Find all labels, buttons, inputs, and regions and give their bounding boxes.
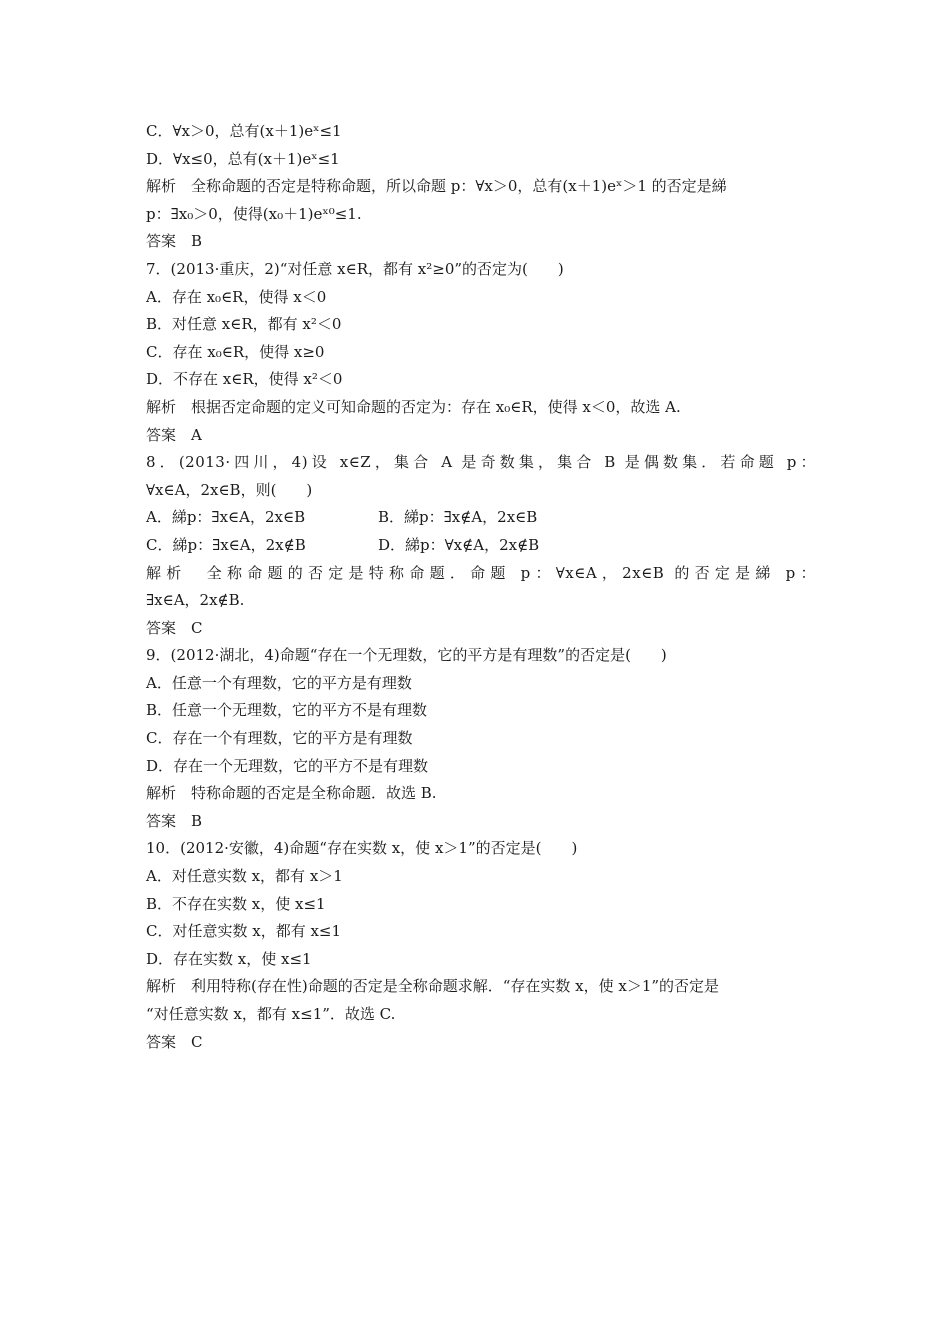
- q8-options-row-1: [146, 504, 816, 532]
- q7-option-c: C．存在 x₀∈R，使得 x≥0: [146, 342, 325, 361]
- q8-stem-line-2: ∀x∈A，2x∈B，则( ): [146, 480, 313, 499]
- q9-stem: 9．(2012·湖北，4)命题“存在一个无理数，它的平方是有理数”的否定是( ): [146, 646, 667, 665]
- q9-answer: 答案 B: [146, 811, 203, 830]
- q8-options-row-2: [146, 532, 816, 560]
- q10-analysis-line-1: 解析 利用特称(存在性)命题的否定是全称命题求解．“存在实数 x，使 x＞1”的否定是: [146, 977, 720, 996]
- q7-answer: 答案 A: [146, 425, 202, 444]
- q7-stem: 7．(2013·重庆，2)“对任意 x∈R，都有 x²≥0”的否定为( ): [146, 259, 564, 278]
- q8-option-d: D．綈p：∀x∉A，2x∉B: [378, 535, 540, 554]
- q10-answer: 答案 C: [146, 1032, 203, 1051]
- q6-option-d: D．∀x≤0，总有(x＋1)eˣ≤1: [146, 149, 340, 168]
- q8-analysis-line-1: 解析 全称命题的否定是特称命题．命题 p：∀x∈A，2x∈B 的否定是綈 p：: [146, 563, 816, 582]
- q7-analysis: 解析 根据否定命题的定义可知命题的否定为：存在 x₀∈R，使得 x＜0，故选 A.: [146, 397, 681, 416]
- q9-option-c: C．存在一个有理数，它的平方是有理数: [146, 729, 413, 748]
- q6-answer: 答案 B: [146, 232, 203, 251]
- q8-analysis-line-2: ∃x∈A，2x∉B.: [146, 591, 245, 610]
- q8-option-c: C．綈p：∃x∈A，2x∉B: [146, 535, 306, 554]
- q6-option-c: C．∀x＞0，总有(x＋1)eˣ≤1: [146, 122, 342, 140]
- q7-option-b: B．对任意 x∈R，都有 x²＜0: [146, 315, 342, 334]
- q6-analysis-line-1: 解析 全称命题的否定是特称命题，所以命题 p：∀x＞0，总有(x＋1)eˣ＞1 的否定是綈: [146, 177, 727, 196]
- q6-analysis-line-2: p：∃x₀＞0，使得(x₀＋1)eˣ⁰≤1.: [146, 204, 362, 223]
- q9-analysis: 解析 特称命题的否定是全称命题．故选 B.: [146, 784, 437, 803]
- q10-stem: 10．(2012·安徽，4)命题“存在实数 x，使 x＞1”的否定是( ): [146, 839, 578, 858]
- exam-page: [146, 118, 816, 1056]
- q8-stem-line-1: 8．(2013·四川，4)设 x∈Z，集合 A 是奇数集，集合 B 是偶数集．若命题 p：: [146, 453, 816, 472]
- q10-option-a: A．对任意实数 x，都有 x＞1: [146, 867, 343, 886]
- q8-option-a: A．綈p：∃x∈A，2x∈B: [146, 508, 306, 527]
- q10-option-d: D．存在实数 x，使 x≤1: [146, 949, 312, 968]
- q10-option-b: B．不存在实数 x，使 x≤1: [146, 894, 326, 913]
- q10-option-c: C．对任意实数 x，都有 x≤1: [146, 922, 342, 941]
- q8-answer: 答案 C: [146, 618, 203, 637]
- q9-option-d: D．存在一个无理数，它的平方不是有理数: [146, 756, 429, 775]
- q9-option-a: A．任意一个有理数，它的平方是有理数: [146, 673, 412, 692]
- q10-analysis-line-2: “对任意实数 x，都有 x≤1”．故选 C.: [146, 1005, 396, 1023]
- q7-option-d: D．不存在 x∈R，使得 x²＜0: [146, 370, 343, 389]
- q9-option-b: B．任意一个无理数，它的平方不是有理数: [146, 701, 428, 720]
- q7-option-a: A．存在 x₀∈R，使得 x＜0: [146, 287, 327, 306]
- q8-option-b: B．綈p：∃x∉A，2x∈B: [378, 508, 538, 527]
